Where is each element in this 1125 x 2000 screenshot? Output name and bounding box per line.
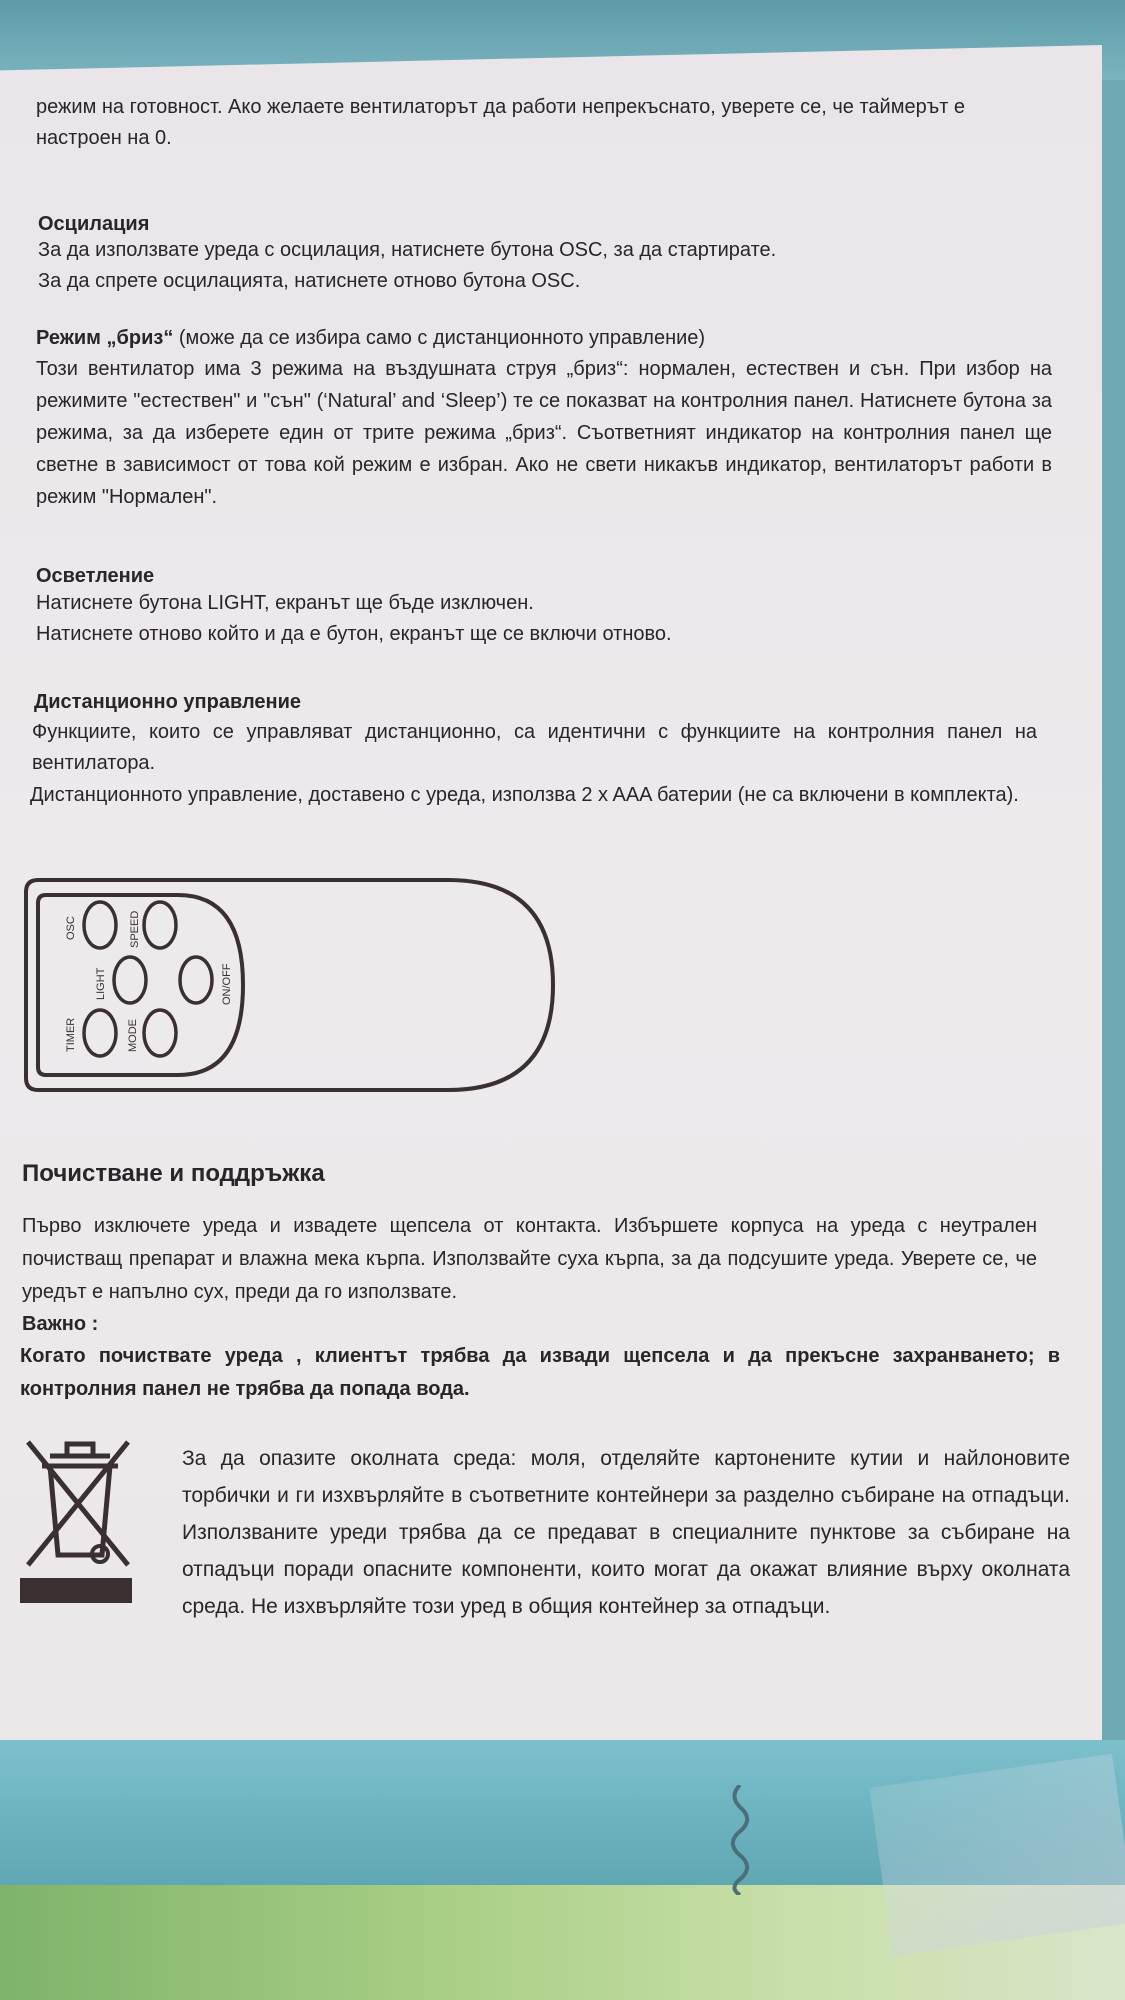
onoff-label: ON/OFF bbox=[221, 963, 233, 1005]
intro-line-1: режим на готовност. Ако желаете вентилаторът да работи непрекъснато, уверете се, че таймерът е bbox=[36, 96, 966, 118]
intro-line-2: настроен на 0. bbox=[36, 127, 172, 149]
environment-paragraph: За да опазите околната среда: моля, отделяйте картонените кутии и найлоновите торбички и ги изхвърляйте в съответните контейнери за разделно събиране на отпадъци. Използваните уреди трябва да се предават в специалните пунктове за събиране на отпадъци поради опасните компоненти, които могат да окажат влияние върху околната среда. Не изхвърляйте този уред в общия контейнер за отпадъци. bbox=[182, 1447, 1070, 1618]
osc-label: OSC bbox=[65, 916, 77, 940]
oscillation-paragraph bbox=[38, 235, 1038, 297]
clip-icon bbox=[720, 1785, 760, 1895]
light-paragraph bbox=[36, 588, 1036, 650]
onoff-button[interactable] bbox=[180, 957, 212, 1003]
light-label: LIGHT bbox=[95, 967, 107, 1000]
oscillation-heading: Осцилация bbox=[38, 213, 150, 235]
crossed-bin-icon bbox=[20, 1430, 135, 1605]
mode-button[interactable] bbox=[144, 1010, 176, 1056]
mode-label: MODE bbox=[127, 1019, 139, 1052]
cleaning-heading: Почистване и поддръжка bbox=[22, 1160, 325, 1187]
light-line-1: Натиснете бутона LIGHT, екранът ще бъде изключен. bbox=[36, 592, 534, 614]
important-label: Важно : bbox=[22, 1313, 99, 1335]
timer-button[interactable] bbox=[84, 1010, 116, 1056]
breeze-heading-note: (може да се избира само с дистанционното управление) bbox=[173, 327, 706, 349]
light-heading: Осветление bbox=[36, 565, 155, 587]
remote-heading: Дистанционно управление bbox=[34, 691, 302, 713]
breeze-heading-line bbox=[36, 323, 1036, 354]
timer-label: TIMER bbox=[65, 1017, 77, 1052]
speed-button[interactable] bbox=[144, 902, 176, 948]
oscillation-line-2: За да спрете осцилацията, натиснете отново бутона OSC. bbox=[38, 270, 581, 292]
remote-control-illustration bbox=[18, 870, 558, 1095]
intro-paragraph bbox=[36, 92, 1036, 154]
light-button[interactable] bbox=[114, 957, 146, 1003]
remote-paragraph-2: Дистанционното управление, доставено с уреда, използва 2 x AAA батерии (не са включени в комплекта). bbox=[30, 784, 1019, 806]
oscillation-line-1: За да използвате уреда с осцилация, натиснете бутона OSC, за да стартирате. bbox=[38, 239, 777, 261]
light-line-2: Натиснете отново който и да е бутон, екранът ще се включи отново. bbox=[36, 623, 672, 645]
cleaning-paragraph: Първо изключете уреда и извадете щепсела от контакта. Избършете корпуса на уреда с неутрален почистващ препарат и влажна мека кърпа. Използвайте суха кърпа, за да подсушите уреда. Уверете се, че уредът е напълно сух, преди да го използвате. bbox=[22, 1215, 1037, 1303]
important-paragraph: Когато почиствате уреда , клиентът трябва да извади щепсела и да прекъсне захранването; в контролния панел не трябва да попада вода. bbox=[20, 1345, 1060, 1400]
speed-label: SPEED bbox=[129, 910, 141, 948]
remote-paragraph-1: Функциите, които се управляват дистанционно, са идентични с функциите на контролния панел на вентилатора. bbox=[32, 721, 1037, 774]
breeze-paragraph: Този вентилатор има 3 режима на въздушната струя „бриз“: нормален, естествен и сън. При избор на режимите "естествен" и "сън" (‘Natural’ and ‘Sleep’) те се показват на контролния панел. Натиснете бутона за режима, за да изберете един от трите режима „бриз“. Съответният индикатор на контролния панел ще светне в зависимост от това кой режим е избран. Ако не свети никакъв индикатор, вентилаторът работи в режим "Нормален". bbox=[36, 358, 1052, 508]
osc-button[interactable] bbox=[84, 902, 116, 948]
breeze-heading: Режим „бриз“ bbox=[36, 327, 174, 349]
